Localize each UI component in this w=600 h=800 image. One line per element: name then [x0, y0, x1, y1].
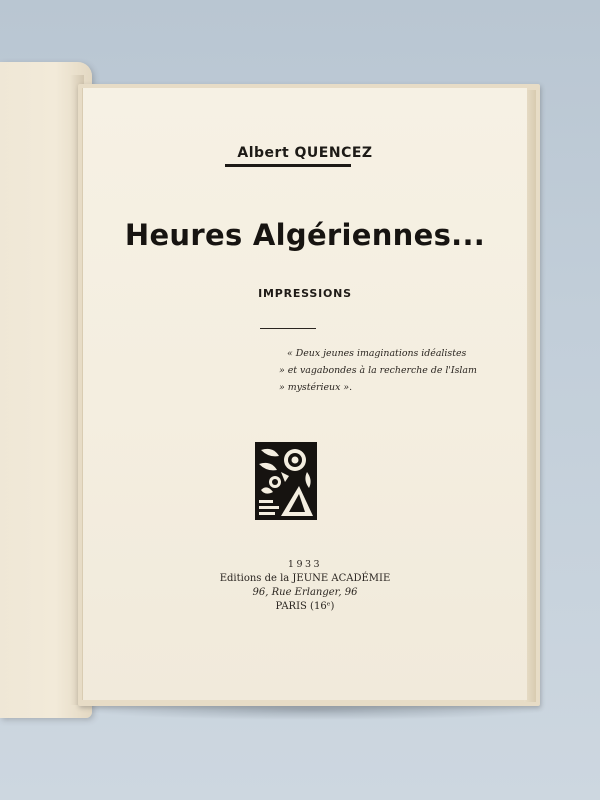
publisher-address: 96, Rue Erlanger, 96 [252, 587, 358, 598]
book-title: Heures Algériennes... [124, 218, 486, 252]
book-subtitle: IMPRESSIONS [258, 287, 352, 300]
divider-rule [260, 328, 316, 329]
publisher-city: PARIS (16ᵉ) [275, 601, 335, 612]
imprint [83, 558, 527, 614]
publisher: Editions de la JEUNE ACADÉMIE [219, 573, 391, 584]
epigraph-line: « Deux jeunes imaginations idéalistes [287, 348, 467, 359]
author-underline [225, 164, 351, 167]
epigraph-line: » mystérieux ». [279, 382, 353, 393]
epigraph-line: » et vagabondes à la recherche de l'Islam [279, 365, 477, 376]
floral-woodcut-vignette-icon [255, 442, 317, 520]
title-page [82, 88, 527, 700]
publication-year: 1933 [287, 559, 323, 570]
epigraph [279, 345, 519, 396]
author-name: Albert QUENCEZ [237, 145, 373, 161]
